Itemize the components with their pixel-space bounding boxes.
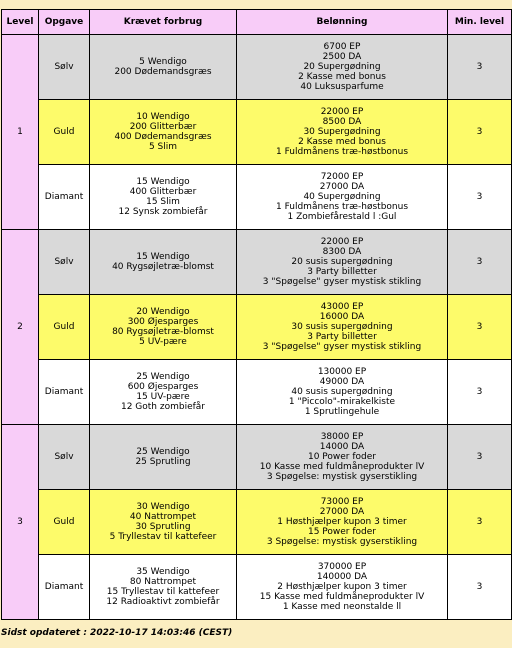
reward-cell [237, 165, 448, 230]
reward-cell-line: 15 Kasse med fuldmåneprodukter lV [259, 592, 425, 602]
reward-cell-line: 27000 DA [319, 507, 365, 517]
header-reward: Belønning [237, 10, 448, 35]
reward-cell-line: 130000 EP [317, 367, 367, 377]
reward-cell [237, 230, 448, 295]
reward-cell-line: 14000 DA [319, 442, 365, 452]
rewards-table [1, 9, 512, 620]
reward-cell-line: 2 Kasse med bonus [298, 72, 386, 82]
reward-cell [237, 360, 448, 425]
reward-cell-line: 3 "Spøgelse" gyser mystisk stikling [262, 277, 422, 287]
last-updated: Sidst opdateret : 2022-10-17 14:03:46 (CEST) [1, 628, 233, 638]
required-cell-line: 5 Slim [148, 142, 178, 152]
required-cell [90, 360, 237, 425]
min-level-cell: 3 [448, 35, 512, 100]
reward-cell-line: 2 Kasse med bonus [298, 137, 386, 147]
required-cell-line: 15 Tryllestav til kattefeer [106, 587, 220, 597]
reward-cell-line: 3 Party billetter [307, 267, 377, 277]
reward-cell [237, 35, 448, 100]
required-cell-line: 300 Øjesparges [127, 317, 199, 327]
reward-cell-line: 20 Supergødning [303, 62, 381, 72]
min-level-cell: 3 [448, 425, 512, 490]
required-cell-line: 30 Sprutling [135, 522, 191, 532]
reward-cell-line: 22000 EP [320, 237, 364, 247]
reward-cell [237, 490, 448, 555]
required-cell-line: 25 Wendigo [136, 447, 190, 457]
required-cell [90, 35, 237, 100]
task-cell: Sølv [39, 425, 90, 490]
reward-cell-line: 22000 EP [320, 107, 364, 117]
required-cell-line: 80 Nattrompet [129, 577, 197, 587]
reward-cell-line: 40 susis supergødning [291, 387, 393, 397]
required-cell-line: 25 Sprutling [135, 457, 191, 467]
table-row [2, 555, 512, 620]
reward-cell-line: 2500 DA [322, 52, 362, 62]
task-cell: Diamant [39, 360, 90, 425]
reward-cell [237, 100, 448, 165]
task-cell: Diamant [39, 555, 90, 620]
required-cell-line: 200 Dødemandsgræs [114, 67, 212, 77]
reward-cell-line: 1 Kasse med neonstalde ll [282, 602, 402, 612]
required-cell-line: 20 Wendigo [136, 307, 190, 317]
reward-cell [237, 425, 448, 490]
table-row [2, 490, 512, 555]
required-cell-line: 5 UV-pære [139, 337, 187, 347]
reward-cell-line: 15 Power foder [307, 527, 376, 537]
reward-cell-line: 1 Høsthjælper kupon 3 timer [277, 517, 407, 527]
table-row [2, 295, 512, 360]
reward-cell-line: 20 susis supergødning [291, 257, 393, 267]
task-cell: Sølv [39, 230, 90, 295]
min-level-cell: 3 [448, 295, 512, 360]
required-cell-line: 40 Rygsøjletræ-blomst [112, 262, 214, 272]
required-cell [90, 165, 237, 230]
required-cell-line: 10 Wendigo [136, 112, 190, 122]
reward-cell-line: 8500 DA [322, 117, 362, 127]
required-cell-line: 400 Glitterbær [129, 187, 197, 197]
reward-cell-line: 30 susis supergødning [291, 322, 393, 332]
required-cell-line: 15 Slim [146, 197, 180, 207]
table-row [2, 230, 512, 295]
required-cell [90, 425, 237, 490]
header-task: Opgave [39, 10, 90, 35]
table-row [2, 360, 512, 425]
required-cell-line: 35 Wendigo [136, 567, 190, 577]
task-cell: Guld [39, 295, 90, 360]
required-cell-line: 200 Glitterbær [129, 122, 197, 132]
reward-cell [237, 295, 448, 360]
header-required: Krævet forbrug [90, 10, 237, 35]
reward-cell-line: 1 Fuldmånens træ-høstbonus [275, 147, 409, 157]
required-cell [90, 490, 237, 555]
reward-cell-line: 3 Party billetter [307, 332, 377, 342]
required-cell-line: 40 Nattrompet [129, 512, 197, 522]
reward-cell-line: 370000 EP [317, 562, 367, 572]
header-level: Level [2, 10, 39, 35]
min-level-cell: 3 [448, 555, 512, 620]
reward-cell-line: 10 Power foder [307, 452, 376, 462]
table-row [2, 100, 512, 165]
required-cell-line: 80 Rygsøjletræ-blomst [112, 327, 214, 337]
task-cell: Guld [39, 100, 90, 165]
reward-cell-line: 40 Supergødning [303, 192, 381, 202]
reward-cell-line: 3 Spøgelse: mystisk gyserstikling [266, 537, 418, 547]
table-row [2, 35, 512, 100]
table-row [2, 425, 512, 490]
reward-cell-line: 2 Høsthjælper kupon 3 timer [277, 582, 407, 592]
reward-cell-line: 16000 DA [319, 312, 365, 322]
reward-cell-line: 1 Zombiefårestald l :Gul [287, 212, 397, 222]
reward-cell-line: 72000 EP [320, 172, 364, 182]
reward-cell-line: 140000 DA [316, 572, 368, 582]
reward-cell-line: 3 Spøgelse: mystisk gyserstikling [266, 472, 418, 482]
required-cell-line: 400 Dødemandsgræs [114, 132, 212, 142]
table-row [2, 165, 512, 230]
reward-cell [237, 555, 448, 620]
reward-cell-line: 1 "Piccolo"-mirakelkiste [288, 397, 396, 407]
reward-cell-line: 49000 DA [319, 377, 365, 387]
reward-cell-line: 38000 EP [320, 432, 364, 442]
task-cell: Diamant [39, 165, 90, 230]
min-level-cell: 3 [448, 100, 512, 165]
min-level-cell: 3 [448, 490, 512, 555]
required-cell-line: 12 Synsk zombiefår [118, 207, 208, 217]
required-cell [90, 100, 237, 165]
reward-cell-line: 6700 EP [323, 42, 361, 52]
level-cell: 2 [2, 230, 39, 425]
reward-cell-line: 3 "Spøgelse" gyser mystisk stikling [262, 342, 422, 352]
reward-cell-line: 8300 DA [322, 247, 362, 257]
level-cell: 3 [2, 425, 39, 620]
task-cell: Sølv [39, 35, 90, 100]
reward-cell-line: 43000 EP [320, 302, 364, 312]
reward-cell-line: 73000 EP [320, 497, 364, 507]
required-cell-line: 600 Øjesparges [127, 382, 199, 392]
min-level-cell: 3 [448, 165, 512, 230]
required-cell-line: 5 Tryllestav til kattefeer [109, 532, 217, 542]
required-cell-line: 12 Radioaktivt zombiefår [106, 597, 220, 607]
required-cell-line: 5 Wendigo [139, 57, 187, 67]
required-cell [90, 230, 237, 295]
required-cell-line: 12 Goth zombiefår [120, 402, 206, 412]
required-cell [90, 295, 237, 360]
header-row [2, 10, 512, 35]
reward-cell-line: 27000 DA [319, 182, 365, 192]
reward-cell-line: 1 Sprutlingehule [304, 407, 380, 417]
reward-cell-line: 40 Luksusparfume [300, 82, 384, 92]
required-cell-line: 25 Wendigo [136, 372, 190, 382]
min-level-cell: 3 [448, 360, 512, 425]
required-cell-line: 30 Wendigo [136, 502, 190, 512]
reward-cell-line: 30 Supergødning [303, 127, 381, 137]
required-cell-line: 15 UV-pære [136, 392, 190, 402]
header-min-level: Min. level [448, 10, 512, 35]
required-cell [90, 555, 237, 620]
required-cell-line: 15 Wendigo [136, 252, 190, 262]
required-cell-line: 15 Wendigo [136, 177, 190, 187]
level-cell: 1 [2, 35, 39, 230]
reward-cell-line: 10 Kasse med fuldmåneprodukter lV [259, 462, 425, 472]
reward-cell-line: 1 Fuldmånens træ-høstbonus [275, 202, 409, 212]
min-level-cell: 3 [448, 230, 512, 295]
task-cell: Guld [39, 490, 90, 555]
